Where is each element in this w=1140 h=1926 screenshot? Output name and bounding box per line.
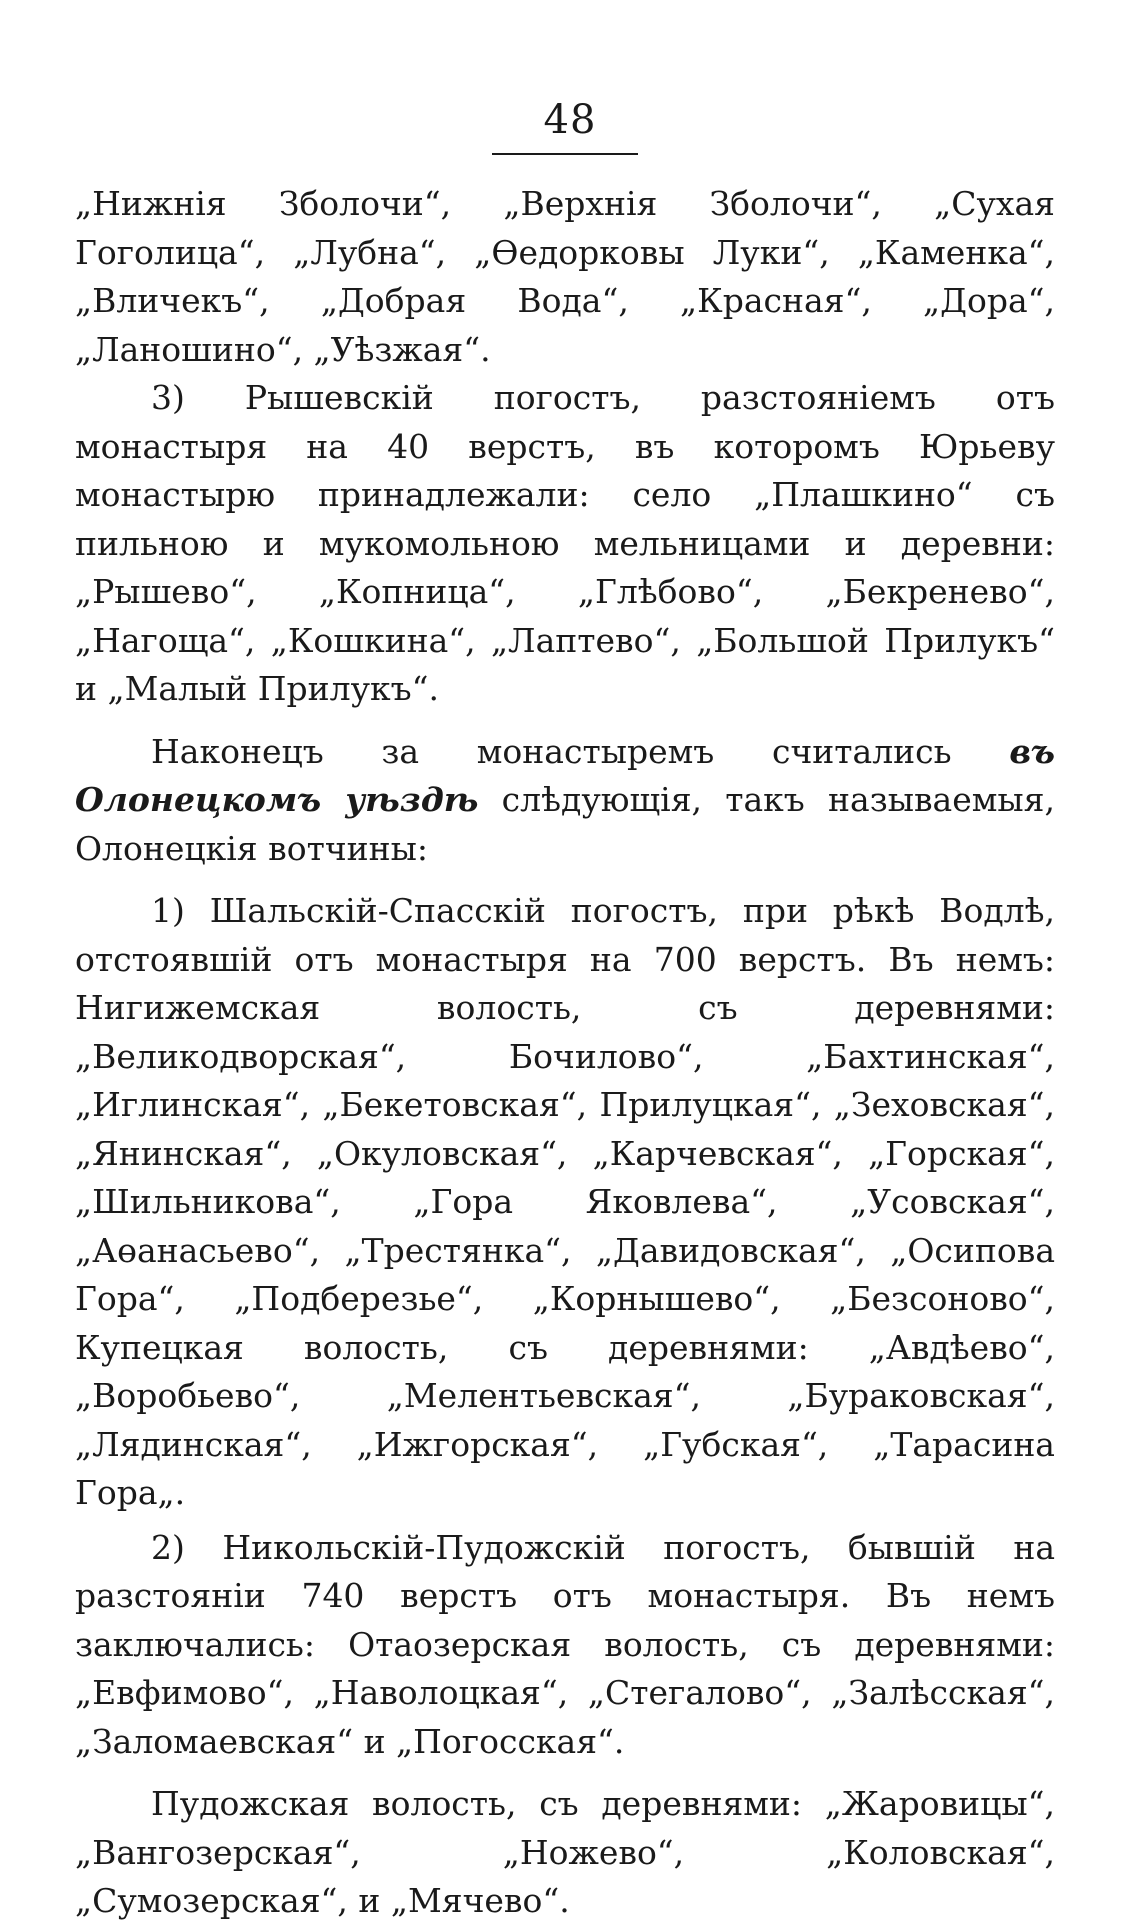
paragraph-shalsky-spassky-pogost: 1) Шальскій-Спасскій погостъ, при рѣкѣ Водлѣ, отстоявшій отъ монастыря на 700 верстъ. Въ немъ: Нигижемская волость, съ деревнями: „Великодворская“, Бочилово“, „Бахтинская“, „Иглинская“, „Бекетовская“, Прилуцкая“, „Зеховская“, „Янинская“, „Окуловская“, „Карчевская“, „Горская“, „Шильникова“, „Гора Яковлева“, „Усовская“, „Аөанасьево“, „Трестянка“, „Давидовская“, „Осипова Гора“, „Подберезье“, „Корнышево“, „Безсоново“, Купецкая волость, съ деревнями: „Авдѣево“, „Воробьево“, „Мелентьевская“, „Бураковская“, „Лядинская“, „Ижгорская“, „Губская“, „Тарасина Гора„. (75, 891, 1055, 1512)
page-text-body (75, 180, 1055, 1926)
paragraph-olonets-intro (75, 728, 1055, 874)
olonets-intro-text-after: слѣдующія, такъ называемыя, Олонецкія вотчины: (75, 780, 1055, 868)
page-number: 48 (543, 97, 597, 143)
paragraph-nikolsky-pudozhsky-pogost: 2) Никольскій-Пудожскій погостъ, бывшій на разстояніи 740 верстъ отъ монастыря. Въ немъ заключались: Отаозерская волость, съ деревнями: „Евфимово“, „Наволоцкая“, „Стегалово“, „Залѣсская“, „Заломаевская“ и „Погосская“. (75, 1527, 1055, 1761)
olonets-uezd-emphasis: въ Олонецкомъ уѣздѣ (75, 731, 1055, 819)
page-number-rule (492, 153, 638, 155)
paragraph-pudozhskaya-volost: Пудожская волость, съ деревнями: „Жаровицы“, „Вангозерская“, „Ножево“, „Коловская“, „Сумозерская“, и „Мячево“. (75, 1784, 1055, 1920)
paragraph-ryshevsky-pogost: 3) Рышевскій погостъ, разстояніемъ отъ монастыря на 40 верстъ, въ которомъ Юрьеву монастырю принадлежали: село „Плашкино“ съ пильною и мукомольною мельницами и деревни: „Рышево“, „Копница“, „Глѣбово“, „Бекренево“, „Нагоща“, „Кошкина“, „Лаптево“, „Большой Прилукъ“ и „Малый Прилукъ“. (75, 378, 1055, 708)
paragraph-village-list: „Нижнія Зболочи“, „Верхнія Зболочи“, „Сухая Гоголица“, „Лубна“, „Өедорковы Луки“, „Каменка“, „Вличекъ“, „Добрая Вода“, „Красная“, „Дора“, „Ланошино“, „Уѣзжая“. (75, 184, 1055, 369)
olonets-intro-text-before: Наконецъ за монастыремъ считались (151, 731, 1010, 771)
